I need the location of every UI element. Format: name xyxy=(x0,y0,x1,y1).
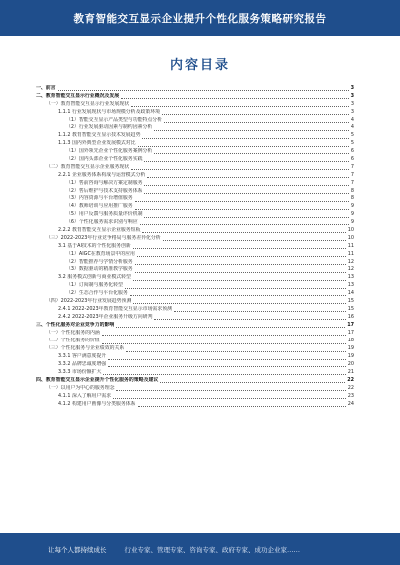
toc-dot-leader xyxy=(142,232,345,233)
toc-dot-leader xyxy=(116,390,345,391)
toc-entry[interactable] xyxy=(36,243,354,251)
toc-dot-leader xyxy=(113,398,346,399)
toc-entry-title: （一）教育智能交互显示行业发展现状 xyxy=(46,100,130,107)
toc-entry-page: 13 xyxy=(347,282,354,289)
toc-entry-page: 22 xyxy=(347,384,354,391)
toc-entry-title: 1.1.3 国内外典型企业发展模式对比 xyxy=(58,140,136,147)
toc-entry-page: 24 xyxy=(347,400,354,407)
toc-entry-page: 6 xyxy=(350,148,354,155)
toc-entry-title: （三）2022-2023年行业竞争格局与服务差异化分析 xyxy=(46,234,161,241)
toc-entry[interactable] xyxy=(36,211,354,219)
toc-dot-leader xyxy=(126,351,346,352)
toc-entry[interactable] xyxy=(36,290,354,298)
toc-entry-title: 2.4.2 2022-2023年企业服务升级方向研判 xyxy=(58,313,153,320)
toc-dot-leader xyxy=(154,153,349,154)
toc-dot-leader xyxy=(138,406,346,407)
toc-entry[interactable] xyxy=(36,164,354,172)
toc-dot-leader xyxy=(144,217,348,218)
toc-entry-page: 7 xyxy=(350,179,354,186)
toc-dot-leader xyxy=(163,240,346,241)
toc-dot-leader xyxy=(142,138,348,139)
toc-dot-leader xyxy=(125,288,346,289)
toc-entry[interactable] xyxy=(36,338,354,346)
toc-entry-page: 6 xyxy=(350,156,354,162)
toc-entry-page: 10 xyxy=(347,227,354,234)
toc-dot-leader xyxy=(160,382,345,383)
toc-entry[interactable] xyxy=(36,266,354,274)
toc-dot-leader xyxy=(135,201,349,202)
toc-entry-title: （6）个性化服务需求识别与响应 xyxy=(66,219,138,226)
toc-dot-leader xyxy=(144,161,348,162)
toc-entry[interactable] xyxy=(36,195,354,203)
toc-dot-leader xyxy=(108,366,346,367)
toc-entry[interactable] xyxy=(36,172,354,180)
toc-entry[interactable] xyxy=(36,377,354,385)
toc-entry[interactable] xyxy=(36,330,354,338)
toc-entry[interactable] xyxy=(36,117,354,125)
toc-entry[interactable] xyxy=(36,393,354,401)
toc-entry-title: （1）订阅制与服务化转型 xyxy=(66,282,123,289)
toc-entry-title: （2）生态合作与平台化服务 xyxy=(66,290,128,297)
toc-dot-leader xyxy=(130,295,346,296)
footer-experts: 行业专家、管理专家、咨询专家、政府专家、成功企业家…… xyxy=(124,545,300,554)
toc-dot-leader xyxy=(121,98,348,99)
toc-entry[interactable] xyxy=(36,227,354,235)
toc-dot-leader xyxy=(162,114,349,115)
toc-entry[interactable] xyxy=(36,85,354,93)
toc-entry-title: （1）售前咨询与解决方案定制服务 xyxy=(66,179,143,186)
toc-dot-leader xyxy=(116,327,345,328)
toc-dot-leader xyxy=(147,177,349,178)
toc-entry[interactable] xyxy=(36,109,354,117)
toc-entry-title: 一、前言 xyxy=(36,85,56,91)
toc-dot-leader xyxy=(135,264,346,265)
toc-entry-title: 3.2 服务模式创新与商业模式转型 xyxy=(58,274,131,281)
toc-entry-title: （3）内容资源与平台增值服务 xyxy=(66,195,133,202)
toc-entry-page: 3 xyxy=(350,92,354,99)
toc-entry[interactable] xyxy=(36,345,354,353)
toc-entry-page: 19 xyxy=(347,353,354,360)
toc-entry-title: 3.3.2 品牌忠诚度增强 xyxy=(58,361,107,368)
toc-entry-page: 22 xyxy=(347,376,354,383)
toc-entry-page: 20 xyxy=(347,361,354,368)
toc-entry-title: 1.1.1 行业发展现状与市场规模分析及政策环境 xyxy=(58,108,161,115)
toc-entry[interactable] xyxy=(36,314,354,322)
toc-dot-leader xyxy=(144,193,348,194)
toc-entry-page: 4 xyxy=(350,116,354,123)
toc-entry-page: 9 xyxy=(350,211,354,218)
toc-entry-page: 5 xyxy=(350,132,354,139)
toc-entry[interactable] xyxy=(36,282,354,290)
toc-entry-title: 三、个性化服务对企业竞争力的影响 xyxy=(36,321,115,328)
toc-entry-page: 15 xyxy=(347,298,354,305)
toc-entry-page: 12 xyxy=(347,258,354,265)
table-of-contents xyxy=(36,85,354,409)
toc-entry-page: 17 xyxy=(347,329,354,336)
toc-entry-title: （2）行业发展驱动因素与制约因素分析 xyxy=(66,124,153,131)
toc-dot-leader xyxy=(154,130,349,131)
toc-entry-page: 3 xyxy=(350,100,354,107)
toc-entry[interactable] xyxy=(36,298,354,306)
toc-entry[interactable] xyxy=(36,156,354,164)
toc-entry-title: 2.4.1 2022-2023年教育智能交互显示市场需求预测 xyxy=(58,305,173,312)
toc-entry-page: 7 xyxy=(350,163,354,170)
report-footer xyxy=(0,533,400,565)
toc-entry-page: 9 xyxy=(350,203,354,210)
report-header xyxy=(0,0,400,36)
toc-dot-leader xyxy=(133,280,346,281)
toc-entry-page: 14 xyxy=(347,290,354,297)
toc-dot-leader xyxy=(135,272,346,273)
toc-entry-title: （1）AIGC在教育场景中的应用 xyxy=(66,250,135,257)
toc-entry-title: （三）个性化服务与企业绩效的关系 xyxy=(46,345,125,352)
toc-entry-title: 4.1.1 深入了解用户需求 xyxy=(58,392,112,399)
toc-entry[interactable] xyxy=(36,101,354,109)
toc-entry-page: 3 xyxy=(350,108,354,115)
toc-entry-page: 15 xyxy=(347,305,354,312)
toc-dot-leader xyxy=(131,106,349,107)
toc-entry[interactable] xyxy=(36,132,354,140)
toc-heading: 内容目录 xyxy=(169,58,230,73)
toc-entry-title: （2）国内头部企业个性化服务实践 xyxy=(66,156,143,162)
toc-dot-leader xyxy=(102,335,346,336)
toc-entry-page: 4 xyxy=(350,124,354,131)
toc-entry-title: 3.1 基于AI技术的个性化服务创新 xyxy=(58,242,131,249)
toc-entry-title: 4.1.2 构建用户画像与分类服务体系 xyxy=(58,400,136,407)
toc-dot-leader xyxy=(108,359,346,360)
toc-entry-title: 2.2.2 教育智能交互显示企业服务短板 xyxy=(58,227,141,234)
toc-entry-page: 9 xyxy=(350,219,354,226)
toc-entry-page: 8 xyxy=(350,195,354,202)
toc-entry[interactable] xyxy=(36,251,354,259)
toc-entry[interactable] xyxy=(36,322,354,330)
toc-dot-leader xyxy=(174,311,346,312)
toc-entry[interactable] xyxy=(36,203,354,211)
toc-entry-title: 3.3.3 市场份额扩大 xyxy=(58,369,102,376)
toc-entry[interactable] xyxy=(36,361,354,369)
toc-entry-title: 二、教育智能交互显示行业概况及发展 xyxy=(36,92,120,99)
toc-entry-title: （四）2022-2023年行业发展趋势预测 xyxy=(46,298,132,305)
toc-entry-page: 11 xyxy=(347,242,354,249)
toc-entry-page: 8 xyxy=(350,187,354,194)
toc-dot-leader xyxy=(135,209,349,210)
toc-entry-title: 3.3.1 客户满意度提升 xyxy=(58,353,107,360)
toc-entry[interactable] xyxy=(36,219,354,227)
toc-entry-page: 23 xyxy=(347,392,354,399)
toc-entry-page: 21 xyxy=(347,369,354,376)
toc-entry-title: （二）教育智能交互显示企业服务现状 xyxy=(46,163,130,170)
toc-entry[interactable] xyxy=(36,353,354,361)
toc-entry-page: 11 xyxy=(347,250,354,257)
toc-entry-title: （3）数据驱动的精准教学服务 xyxy=(66,266,133,273)
toc-entry[interactable] xyxy=(36,385,354,393)
toc-entry-title: （一）以用户为中心的服务理念 xyxy=(46,384,115,391)
toc-entry[interactable] xyxy=(36,306,354,314)
toc-entry[interactable] xyxy=(36,148,354,156)
toc-entry-page: 18 xyxy=(347,337,354,344)
toc-entry-page: 17 xyxy=(347,321,354,328)
toc-dot-leader xyxy=(140,224,349,225)
toc-dot-leader xyxy=(164,122,349,123)
toc-entry-page: 3 xyxy=(350,85,354,91)
toc-entry[interactable] xyxy=(36,369,354,377)
toc-entry-page: 16 xyxy=(347,313,354,320)
toc-entry[interactable] xyxy=(36,140,354,148)
toc-entry-page: 5 xyxy=(350,140,354,147)
toc-entry[interactable] xyxy=(36,188,354,196)
toc-entry-title: （二）个性化服务的价值 xyxy=(46,337,100,344)
toc-entry-title: （1）国外领先企业个性化服务案例分析 xyxy=(66,148,153,155)
toc-entry[interactable] xyxy=(36,401,354,409)
toc-dot-leader xyxy=(58,90,349,91)
toc-dot-leader xyxy=(138,146,349,147)
toc-dot-leader xyxy=(131,169,349,170)
toc-entry[interactable] xyxy=(36,235,354,243)
toc-entry-title: （4）教师培训与应用推广服务 xyxy=(66,203,133,210)
toc-entry-title: 1.1.2 教育智能交互显示技术发展趋势 xyxy=(58,132,141,139)
toc-entry-page: 12 xyxy=(347,266,354,273)
toc-entry[interactable] xyxy=(36,93,354,101)
toc-dot-leader xyxy=(144,185,348,186)
toc-entry[interactable] xyxy=(36,180,354,188)
toc-dot-leader xyxy=(133,248,346,249)
toc-entry-title: 2.2.1 企业服务体系构成与运营模式分析 xyxy=(58,171,146,178)
footer-slogan: 让每个人都持续成长 xyxy=(48,545,107,554)
report-title: 教育智能交互显示企业提升个性化服务策略研究报告 xyxy=(73,12,327,25)
toc-entry[interactable] xyxy=(36,124,354,132)
toc-dot-leader xyxy=(154,319,345,320)
toc-entry-title: （一）个性化服务的内涵 xyxy=(46,329,100,336)
toc-entry-title: （5）用户反馈与服务质量评价机制 xyxy=(66,211,143,218)
toc-entry-title: （1）智能交互显示产品类型与功能特点分析 xyxy=(66,116,163,123)
toc-entry-page: 19 xyxy=(347,345,354,352)
toc-dot-leader xyxy=(103,374,345,375)
toc-entry-title: 四、教育智能交互显示企业提升个性化服务的策略及建议 xyxy=(36,376,159,383)
toc-entry-page: 13 xyxy=(347,274,354,281)
toc-dot-leader xyxy=(137,256,346,257)
toc-dot-leader xyxy=(133,303,345,304)
toc-entry-title: （2）售后维护与技术支持服务体系 xyxy=(66,187,143,194)
toc-entry-page: 10 xyxy=(347,234,354,241)
toc-entry[interactable] xyxy=(36,274,354,282)
toc-entry[interactable] xyxy=(36,259,354,267)
toc-entry-title: （2）智能推荐与学情分析服务 xyxy=(66,258,133,265)
toc-entry-page: 7 xyxy=(350,171,354,178)
toc-dot-leader xyxy=(102,343,346,344)
